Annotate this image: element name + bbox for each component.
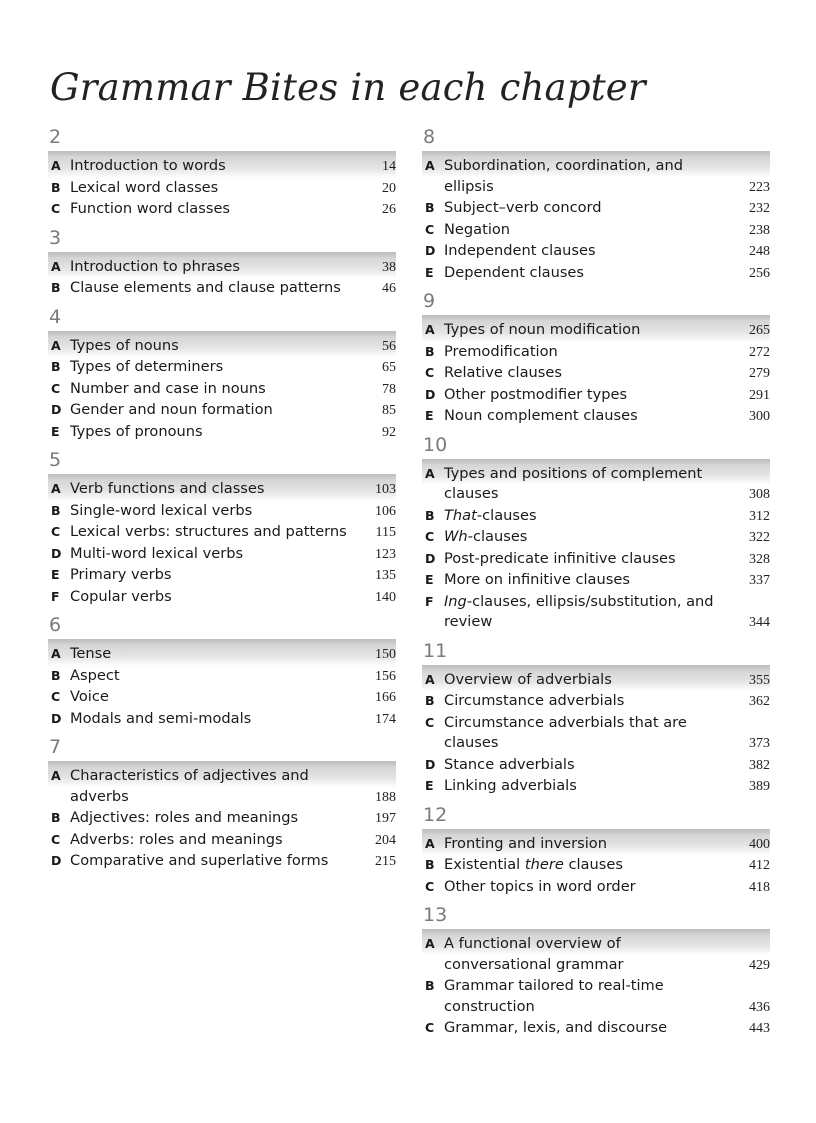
entry-letter: C (425, 1020, 435, 1035)
entry-letter: C (51, 201, 61, 216)
entry-letter: E (425, 778, 434, 793)
entry-page-number: 135 (375, 568, 396, 583)
toc-entry[interactable] (48, 587, 396, 609)
toc-entry[interactable] (422, 592, 770, 613)
entry-page-number: 20 (382, 180, 396, 196)
entry-page-number: 223 (749, 179, 770, 195)
toc-entry[interactable] (48, 479, 396, 501)
entry-letter: E (425, 572, 434, 587)
entry-letter: A (425, 322, 435, 337)
entry-page-number: 436 (749, 999, 770, 1015)
toc-entry[interactable] (48, 422, 396, 444)
chapter-number: 4 (49, 305, 62, 328)
entry-title: Wh-clauses (444, 528, 528, 545)
toc-entry[interactable] (422, 570, 770, 592)
entry-letter: B (425, 343, 435, 359)
entry-page-number: 400 (749, 836, 770, 852)
chapter-section (422, 288, 770, 432)
toc-entry[interactable] (48, 644, 396, 666)
toc-entry[interactable] (422, 342, 770, 364)
entry-page-number: 389 (749, 779, 770, 794)
chapter-number: 3 (49, 226, 62, 249)
toc-entry[interactable] (422, 527, 770, 549)
entry-page-number: 204 (375, 832, 396, 848)
toc-entry[interactable] (422, 955, 770, 977)
toc-entry[interactable] (48, 357, 396, 379)
entry-page-number: 373 (749, 736, 770, 751)
entry-title: Linking adverbials (444, 777, 577, 794)
toc-entry[interactable] (48, 400, 396, 422)
entry-letter: B (425, 978, 435, 993)
toc-entry[interactable] (422, 156, 770, 177)
entry-page-number: 26 (382, 202, 396, 217)
toc-entry[interactable] (422, 241, 770, 263)
chapter-section (422, 124, 770, 288)
entry-letter: C (51, 689, 61, 704)
entry-page-number: 328 (749, 551, 770, 567)
toc-entry[interactable] (422, 755, 770, 777)
entry-letter: F (425, 593, 434, 609)
entry-page-number: 355 (749, 672, 770, 688)
entry-title: review (444, 613, 493, 630)
toc-entry[interactable] (48, 830, 396, 852)
entry-letter: E (51, 567, 60, 582)
chapter-section (422, 802, 770, 903)
entry-letter: C (425, 878, 435, 894)
entry-page-number: 344 (749, 615, 770, 630)
entry-letter: A (51, 768, 61, 783)
toc-entry[interactable] (422, 934, 770, 955)
chapter-section (48, 447, 396, 612)
chapter-number: 10 (423, 433, 448, 456)
toc-entry[interactable] (48, 257, 396, 279)
entry-title: Grammar tailored to real-time (444, 977, 664, 994)
entry-letter: A (51, 646, 61, 661)
toc-entry[interactable] (48, 808, 396, 830)
entry-letter: A (425, 671, 435, 687)
toc-entry[interactable] (422, 776, 770, 798)
chapter-number: 13 (423, 904, 448, 926)
entry-letter: B (51, 179, 61, 195)
entry-page-number: 443 (749, 1021, 770, 1036)
entry-page-number: 156 (375, 668, 396, 684)
toc-entry[interactable] (422, 198, 770, 220)
entry-title: Subordination, coordination, and (444, 157, 684, 174)
entry-title: Lexical word classes (70, 178, 219, 196)
toc-entry[interactable] (422, 733, 770, 755)
entry-page-number: 308 (749, 487, 770, 502)
chapter-section (48, 734, 396, 877)
toc-entry[interactable] (422, 997, 770, 1019)
entry-page-number: 85 (382, 403, 396, 418)
entry-title: Premodification (444, 342, 558, 360)
toc-entry[interactable] (422, 220, 770, 242)
entry-letter: B (425, 857, 435, 872)
entry-title: Types of determiners (70, 358, 224, 375)
entry-page-number: 215 (375, 854, 396, 869)
chapter-number: 7 (49, 736, 62, 758)
entry-title: ellipsis (444, 177, 494, 195)
entry-title: Types of noun modification (444, 321, 641, 338)
entry-title: Copular verbs (70, 587, 172, 605)
left-column (48, 124, 396, 877)
chapter-number: 8 (423, 126, 436, 148)
entry-letter: B (425, 693, 435, 708)
toc-entry[interactable] (422, 855, 770, 877)
toc-entry[interactable] (422, 177, 770, 199)
entry-letter: C (51, 524, 61, 539)
chapter-section (48, 304, 396, 448)
entry-letter: A (51, 337, 61, 353)
entry-title: Single-word lexical verbs (70, 501, 253, 519)
chapter-number: 2 (49, 126, 62, 148)
chapter-section (48, 612, 396, 734)
entry-page-number: 337 (749, 573, 770, 588)
entry-letter: E (51, 423, 60, 439)
entry-title: Gender and noun formation (70, 401, 273, 418)
entry-letter: E (425, 264, 434, 280)
entry-letter: B (425, 507, 435, 523)
entry-page-number: 46 (382, 281, 396, 296)
toc-entry[interactable] (48, 851, 396, 873)
entry-title: Negation (444, 220, 511, 238)
chapter-number: 5 (49, 449, 62, 471)
entry-title: construction (444, 997, 535, 1015)
toc-entry[interactable] (422, 320, 770, 342)
entry-title: Tense (70, 645, 112, 662)
toc-entry[interactable] (48, 565, 396, 587)
entry-page-number: 123 (375, 546, 396, 562)
entry-title: Noun complement clauses (444, 407, 638, 424)
entry-title: Subject–verb concord (444, 199, 602, 216)
toc-entry[interactable] (422, 549, 770, 571)
entry-title: Modals and semi-modals (70, 709, 252, 727)
toc-entry[interactable] (48, 336, 396, 358)
toc-entry[interactable] (422, 363, 770, 385)
entry-page-number: 38 (382, 259, 396, 275)
entry-page-number: 238 (749, 222, 770, 238)
entry-page-number: 382 (749, 757, 770, 773)
entry-page-number: 56 (382, 338, 396, 354)
entry-letter: A (51, 258, 61, 274)
chapter-section (48, 124, 396, 225)
entry-page-number: 279 (749, 366, 770, 381)
entry-page-number: 322 (749, 530, 770, 545)
entry-letter: D (425, 386, 436, 402)
entry-letter: D (51, 710, 62, 726)
entry-title: Post-predicate infinitive clauses (444, 549, 676, 567)
toc-entry[interactable] (48, 278, 396, 300)
entry-title: conversational grammar (444, 955, 624, 973)
entry-letter: A (425, 465, 435, 481)
entry-letter: D (425, 243, 436, 258)
toc-entry[interactable] (422, 612, 770, 634)
chapter-section (422, 638, 770, 802)
entry-page-number: 265 (749, 323, 770, 338)
entry-page-number: 300 (749, 409, 770, 424)
entry-title: Grammar, lexis, and discourse (444, 1019, 668, 1036)
entry-title: Types and positions of complement (444, 464, 703, 482)
entry-letter: D (425, 756, 436, 772)
entry-page-number: 256 (749, 265, 770, 281)
entry-page-number: 174 (375, 711, 396, 727)
entry-title: Relative clauses (444, 364, 562, 381)
toc-entry[interactable] (422, 713, 770, 734)
entry-title: Comparative and superlative forms (70, 852, 329, 869)
entry-title: Characteristics of adjectives and (70, 767, 309, 784)
entry-title: Adjectives: roles and meanings (70, 809, 299, 826)
entry-page-number: 65 (382, 360, 396, 375)
toc-entry[interactable] (422, 976, 770, 997)
toc-entry[interactable] (422, 506, 770, 528)
page-title: Grammar Bites in each chapter (50, 66, 646, 109)
right-column (422, 124, 770, 1044)
toc-entry[interactable] (48, 156, 396, 178)
entry-title: Lexical verbs: structures and patterns (70, 523, 347, 540)
entry-letter: C (425, 365, 435, 380)
entry-title: Aspect (70, 666, 120, 684)
entry-letter: B (51, 667, 61, 683)
toc-entry[interactable] (422, 834, 770, 856)
entry-page-number: 115 (375, 525, 396, 540)
entry-title: Voice (70, 688, 109, 705)
toc-entry[interactable] (48, 709, 396, 731)
entry-title: Other topics in word order (444, 877, 636, 895)
entry-page-number: 140 (375, 589, 396, 605)
toc-entry[interactable] (48, 522, 396, 544)
entry-title: Multi-word lexical verbs (70, 544, 244, 562)
entry-title: clauses (444, 734, 499, 751)
toc-entry[interactable] (48, 178, 396, 200)
entry-title: That-clauses (444, 506, 537, 524)
entry-page-number: 429 (749, 957, 770, 973)
entry-page-number: 248 (749, 244, 770, 259)
chapter-number: 12 (423, 803, 448, 826)
entry-letter: F (51, 588, 60, 604)
entry-letter: B (51, 810, 61, 825)
toc-entry[interactable] (48, 544, 396, 566)
entry-title: Ing-clauses, ellipsis/substitution, and (444, 592, 714, 610)
entry-title: Stance adverbials (444, 755, 575, 773)
entry-title: Number and case in nouns (70, 379, 266, 397)
toc-entry[interactable] (422, 484, 770, 506)
entry-letter: B (51, 359, 61, 374)
entry-title: More on infinitive clauses (444, 571, 630, 588)
entry-letter: D (51, 853, 62, 868)
entry-letter: D (425, 550, 436, 566)
chapter-section (422, 902, 770, 1044)
entry-letter: C (51, 831, 61, 847)
entry-title: Adverbs: roles and meanings (70, 830, 283, 848)
entry-letter: D (51, 402, 62, 417)
toc-entry[interactable] (48, 787, 396, 809)
entry-title: clauses (444, 485, 499, 502)
entry-title: Overview of adverbials (444, 670, 612, 688)
toc-entry[interactable] (422, 406, 770, 428)
toc-entry[interactable] (422, 263, 770, 285)
entry-page-number: 412 (749, 858, 770, 873)
entry-letter: A (425, 835, 435, 851)
chapter-number: 9 (423, 290, 436, 312)
toc-entry[interactable] (422, 385, 770, 407)
entry-title: Types of nouns (70, 336, 179, 354)
entry-title: Independent clauses (444, 242, 596, 259)
entry-title: Introduction to phrases (70, 257, 240, 275)
entry-letter: B (425, 200, 435, 215)
entry-page-number: 291 (749, 387, 770, 403)
toc-entry[interactable] (48, 766, 396, 787)
toc-entry[interactable] (48, 666, 396, 688)
entry-letter: E (425, 408, 434, 423)
entry-letter: A (51, 481, 61, 496)
entry-title: Introduction to words (70, 157, 226, 174)
entry-title: Fronting and inversion (444, 834, 607, 852)
entry-letter: C (425, 221, 435, 237)
entry-page-number: 150 (375, 647, 396, 662)
entry-page-number: 106 (375, 503, 396, 519)
entry-title: adverbs (70, 787, 129, 805)
entry-title: Types of pronouns (70, 422, 203, 440)
chapter-section (422, 432, 770, 638)
entry-page-number: 312 (749, 508, 770, 524)
entry-title: Clause elements and clause patterns (70, 279, 341, 296)
toc-entry[interactable] (48, 379, 396, 401)
toc-entry[interactable] (48, 199, 396, 221)
entry-letter: A (425, 158, 435, 173)
entry-title: Function word classes (70, 200, 231, 217)
toc-entry[interactable] (422, 464, 770, 485)
entry-letter: C (425, 714, 435, 730)
entry-page-number: 188 (375, 789, 396, 805)
toc-entry[interactable] (422, 670, 770, 692)
toc-entry[interactable] (48, 687, 396, 709)
entry-page-number: 197 (375, 811, 396, 826)
entry-title: A functional overview of (444, 935, 621, 952)
toc-entry[interactable] (422, 691, 770, 713)
entry-letter: B (51, 502, 61, 518)
entry-letter: A (425, 936, 435, 951)
toc-entry[interactable] (422, 1018, 770, 1040)
entry-page-number: 166 (375, 690, 396, 705)
entry-letter: D (51, 545, 62, 561)
entry-title: Verb functions and classes (70, 480, 265, 497)
entry-letter: C (425, 529, 435, 544)
chapter-number: 11 (423, 639, 448, 662)
chapter-number: 6 (49, 614, 62, 636)
chapter-section (48, 225, 396, 304)
entry-page-number: 14 (382, 159, 396, 174)
entry-title: Circumstance adverbials that are (444, 713, 687, 731)
entry-title: Other postmodifier types (444, 385, 628, 403)
entry-page-number: 272 (749, 344, 770, 360)
entry-page-number: 92 (382, 424, 396, 440)
entry-title: Circumstance adverbials (444, 692, 625, 709)
toc-entry[interactable] (48, 501, 396, 523)
entry-letter: C (51, 380, 61, 396)
entry-page-number: 103 (375, 482, 396, 497)
entry-page-number: 78 (382, 381, 396, 397)
entry-page-number: 362 (749, 694, 770, 709)
entry-letter: A (51, 158, 61, 173)
toc-entry[interactable] (422, 877, 770, 899)
entry-page-number: 418 (749, 879, 770, 895)
entry-title: Dependent clauses (444, 263, 585, 281)
entry-title: Existential there clauses (444, 856, 623, 873)
entry-letter: B (51, 280, 61, 295)
entry-page-number: 232 (749, 201, 770, 216)
entry-title: Primary verbs (70, 566, 172, 583)
